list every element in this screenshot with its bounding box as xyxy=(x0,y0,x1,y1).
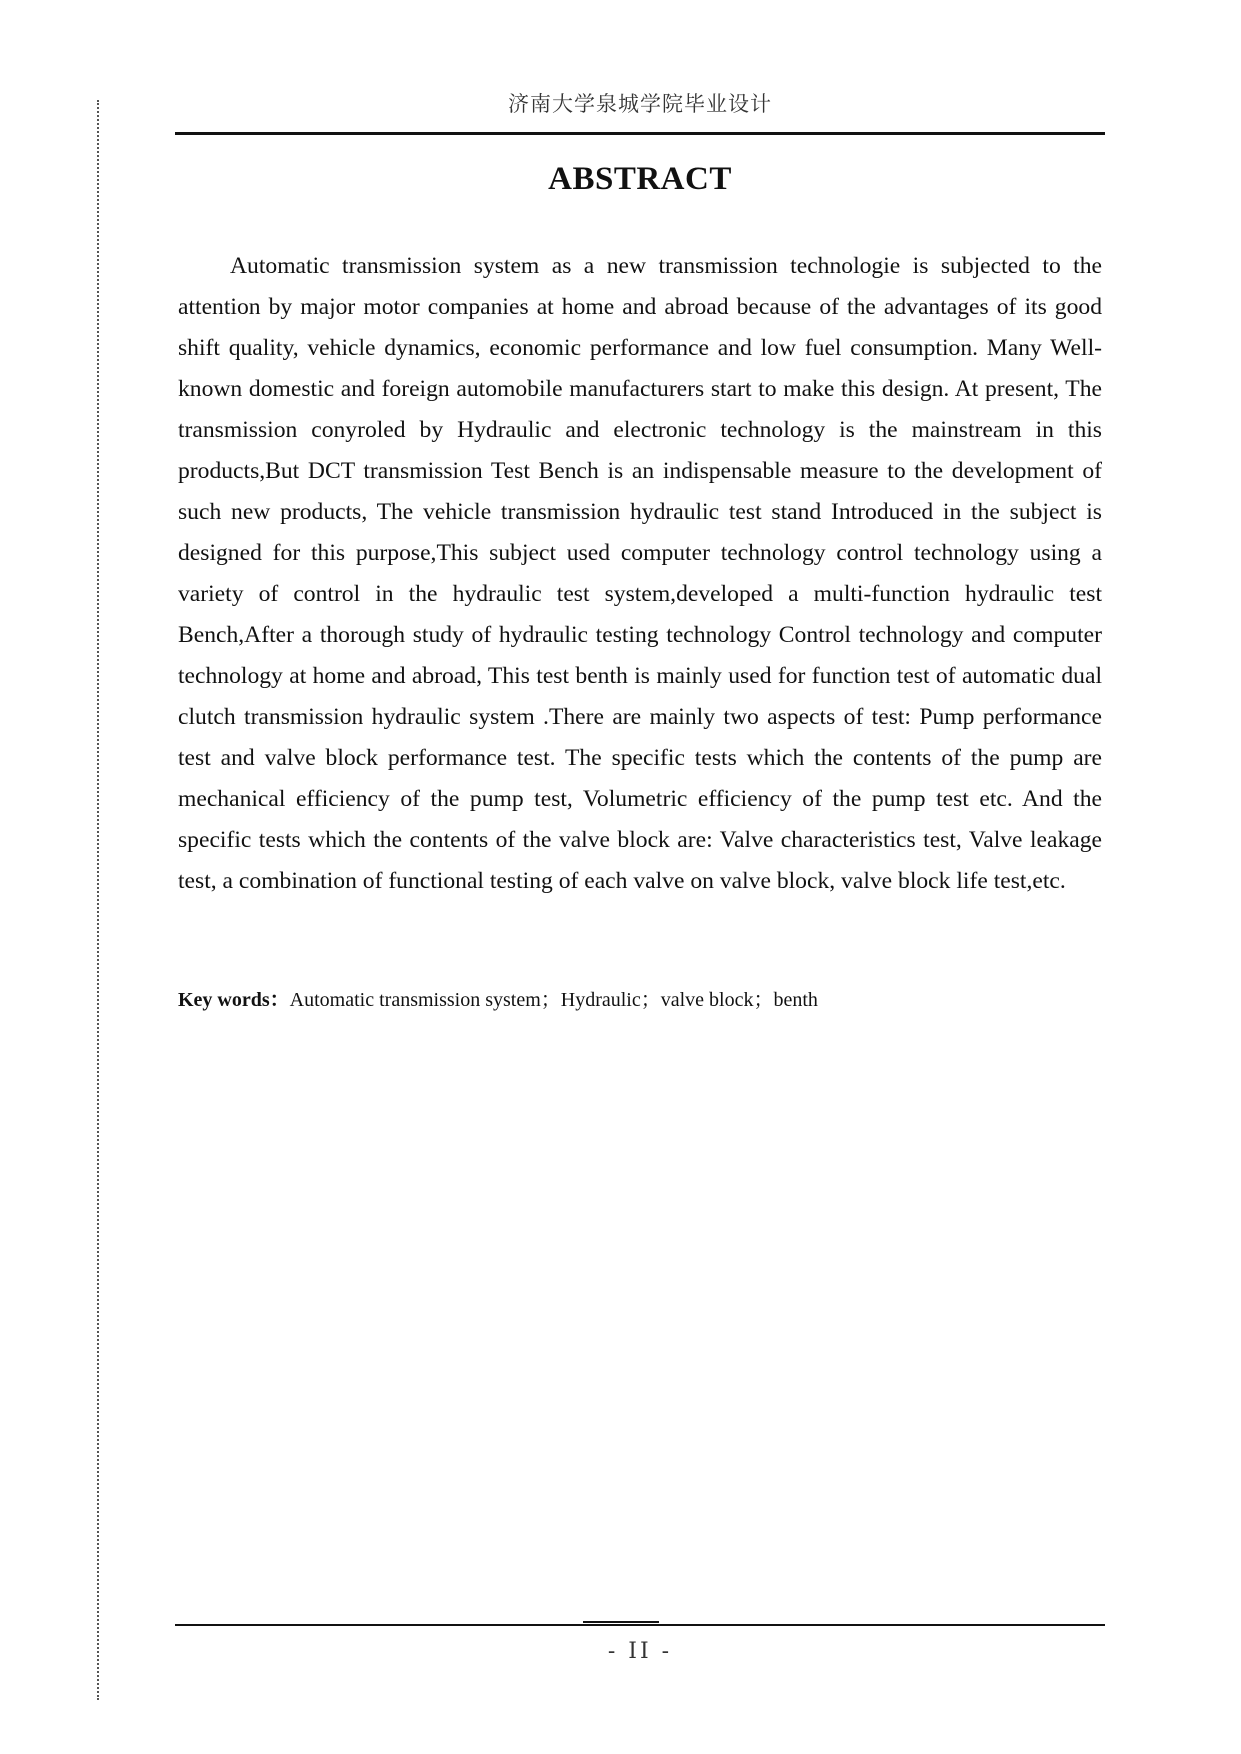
header-rule xyxy=(175,132,1105,135)
binding-dotted-line xyxy=(97,100,99,1700)
page-header: 济南大学泉城学院毕业设计 xyxy=(508,92,772,116)
abstract-body: Automatic transmission system as a new transmission technologie is subjected to the attention by major motor companies at home and abroad because of the advantages of its good shift quality, vehicle dynamics, economic performance and low fuel consumption. Many Well-known domestic and foreign automobile manufacturers start to make this design. At present, The transmission conyroled by Hydraulic and electronic technology is the mainstream in this products,But DCT transmission Test Bench is an indispensable measure to the development of such new products, The vehicle transmission hydraulic test stand Introduced in the subject is designed for this purpose,This subject used computer technology control technology using a variety of control in the hydraulic test system,developed a multi-function hydraulic test Bench,After a thorough study of hydraulic testing technology Control technology and computer technology at home and abroad, This test benth is mainly used for function test of automatic dual clutch transmission hydraulic system .There are mainly two aspects of test: Pump performance test and valve block performance test. The specific tests which the contents of the pump are mechanical efficiency of the pump test, Volumetric efficiency of the pump test etc. And the specific tests which the contents of the valve block are: Valve characteristics test, Valve leakage test, a combination of functional testing of each valve on valve block, valve block life test,etc. xyxy=(178,253,1102,894)
page-number: - II - xyxy=(607,1639,673,1664)
abstract-title: ABSTRACT xyxy=(548,161,732,197)
footer-rule-accent xyxy=(583,1621,659,1623)
keywords-label: Key words： xyxy=(178,989,290,1011)
keywords-line xyxy=(178,986,1102,1014)
keywords-items: Automatic transmission system；Hydraulic；valve block；benth xyxy=(289,989,818,1011)
footer-rule xyxy=(175,1624,1105,1626)
